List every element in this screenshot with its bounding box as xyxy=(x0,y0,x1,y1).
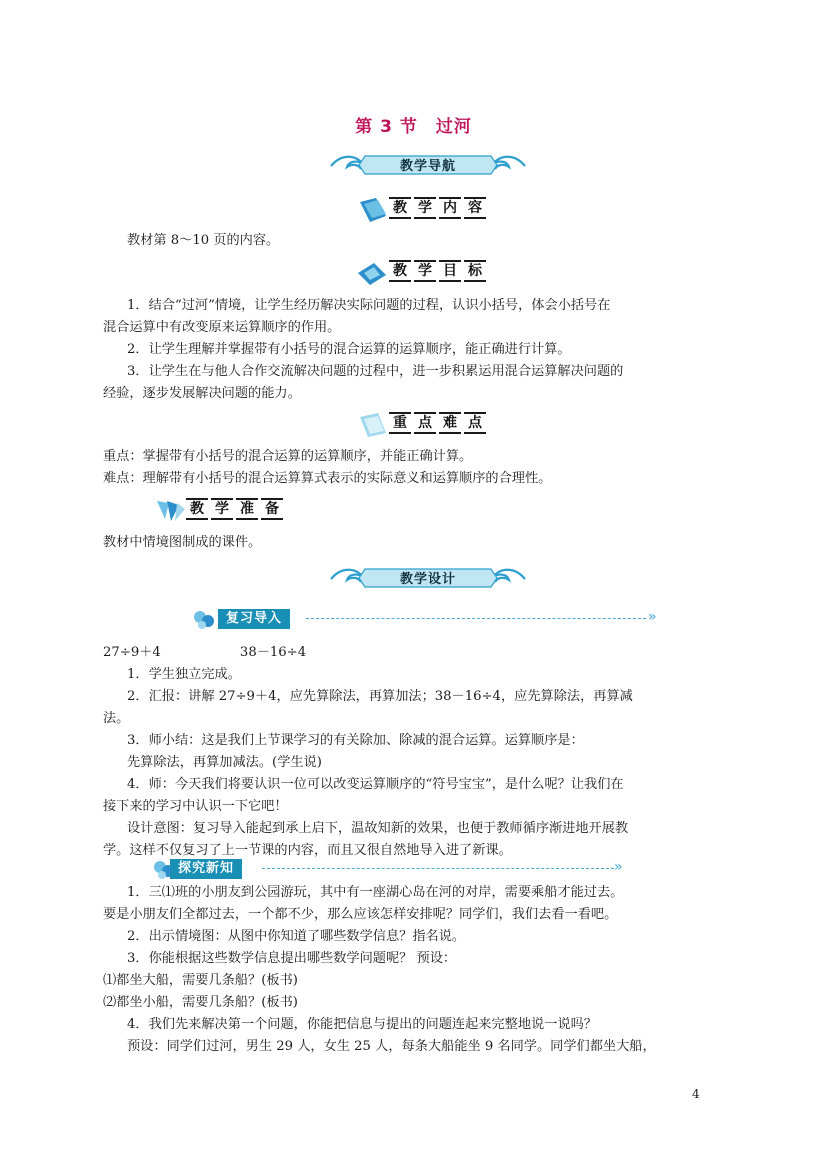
design-intent-line: 设计意图：复习导入能起到承上启下，温故知新的效果，也便于教师循序渐进地开展教 xyxy=(127,821,629,836)
design-intent-line: 学。这样不仅复习了上一节课的内容，而且又很自然地导入进了新课。 xyxy=(103,843,512,858)
book-icon xyxy=(356,196,390,224)
fan-icon xyxy=(153,497,187,525)
heading-char: 内 xyxy=(439,197,461,219)
explore-line: 2．出示情境图：从图中你知道了哪些数学信息？指名说。 xyxy=(127,929,466,944)
heading-char: 学 xyxy=(414,260,436,282)
heading-char: 重 xyxy=(389,412,411,434)
dashed-divider xyxy=(262,868,614,869)
heading-char: 学 xyxy=(211,498,233,520)
heading-char: 备 xyxy=(261,498,283,520)
explore-line: 1．三⑴班的小朋友到公园游玩，其中有一座湖心岛在河的对岸，需要乘船才能过去。 xyxy=(127,885,624,900)
tab-label: 复习导入 xyxy=(218,609,290,629)
review-line: 1．学生独立完成。 xyxy=(127,667,241,682)
banner-label: 教学导航 xyxy=(399,159,456,174)
banner-label: 教学设计 xyxy=(399,572,456,587)
explore-line: 3．你能根据这些数学信息提出哪些数学问题呢？ 预设： xyxy=(127,951,457,966)
flower-icon xyxy=(190,607,220,631)
explore-line: ⑴都坐大船，需要几条船？(板书) xyxy=(103,973,298,988)
review-line: 27÷9＋4 38－16÷4 xyxy=(103,645,307,660)
heading-char: 容 xyxy=(464,197,486,219)
heading-char: 点 xyxy=(464,412,486,434)
heading-char: 点 xyxy=(414,412,436,434)
tab-explore-new xyxy=(150,857,630,881)
heading-char: 标 xyxy=(464,260,486,282)
explore-line: 要是小朋友们全都过去，一个都不少，那么应该怎样安排呢？同学们，我们去看一看吧。 xyxy=(103,907,618,922)
double-chevron-icon: » xyxy=(648,609,657,625)
tab-review-intro xyxy=(190,607,670,631)
heading-char: 学 xyxy=(414,197,436,219)
goals-line: 3．让学生在与他人合作交流解决问题的过程中，进一步积累运用混合运算解决问题的 xyxy=(127,364,624,379)
review-line: 2．汇报：讲解 27÷9＋4，应先算除法，再算加法；38－16÷4，应先算除法，再算减 xyxy=(127,689,633,704)
goals-line: 混合运算中有改变原来运算顺序的作用。 xyxy=(103,320,341,335)
goals-line: 经验，逐步发展解决问题的能力。 xyxy=(103,386,301,401)
difficulty-line: 难点：理解带有小括号的混合运算算式表示的实际意义和运算顺序的合理性。 xyxy=(103,471,552,486)
tab-label: 探究新知 xyxy=(170,859,242,879)
explore-line: ⑵都坐小船，需要几条船？(板书) xyxy=(103,995,298,1010)
review-line: 4．师：今天我们将要认识一位可以改变运算顺序的“符号宝宝”，是什么呢？让我们在 xyxy=(127,777,624,792)
explore-line: 预设：同学们过河，男生 29 人，女生 25 人，每条大船能坐 9 名同学。同学们都坐大船， xyxy=(127,1039,656,1054)
double-chevron-icon: » xyxy=(614,859,623,875)
heading-char: 教 xyxy=(389,260,411,282)
goals-line: 1．结合“过河”情境，让学生经历解决实际问题的过程，认识小括号，体会小括号在 xyxy=(127,298,611,313)
banner-teaching-navigation xyxy=(327,152,529,178)
goals-line: 2．让学生理解并掌握带有小括号的混合运算的运算顺序，能正确进行计算。 xyxy=(127,342,571,357)
review-line: 3．师小结：这是我们上节课学习的有关除加、除减的混合运算。运算顺序是： xyxy=(127,733,584,748)
heading-char: 教 xyxy=(186,498,208,520)
key-point-line: 重点：掌握带有小括号的混合运算的运算顺序，并能正确计算。 xyxy=(103,449,473,464)
page-number: 4 xyxy=(692,1087,700,1101)
dashed-divider xyxy=(306,618,646,619)
content-text: 教材第 8～10 页的内容。 xyxy=(127,233,280,248)
preparation-text: 教材中情境图制成的课件。 xyxy=(103,535,262,550)
paper-icon xyxy=(356,411,390,439)
review-line: 接下来的学习中认识一下它吧！ xyxy=(103,799,288,814)
review-line: 先算除法，再算加减法。(学生说) xyxy=(127,755,322,770)
banner-teaching-design xyxy=(327,565,529,591)
page-title: 第 3 节 过河 xyxy=(355,117,472,137)
review-line: 法。 xyxy=(103,711,130,726)
heading-char: 难 xyxy=(439,412,461,434)
heading-char: 准 xyxy=(236,498,258,520)
heading-char: 教 xyxy=(389,197,411,219)
heading-char: 目 xyxy=(439,260,461,282)
explore-line: 4．我们先来解决第一个问题，你能把信息与提出的问题连起来完整地说一说吗？ xyxy=(127,1017,597,1032)
pencil-icon xyxy=(356,259,390,287)
